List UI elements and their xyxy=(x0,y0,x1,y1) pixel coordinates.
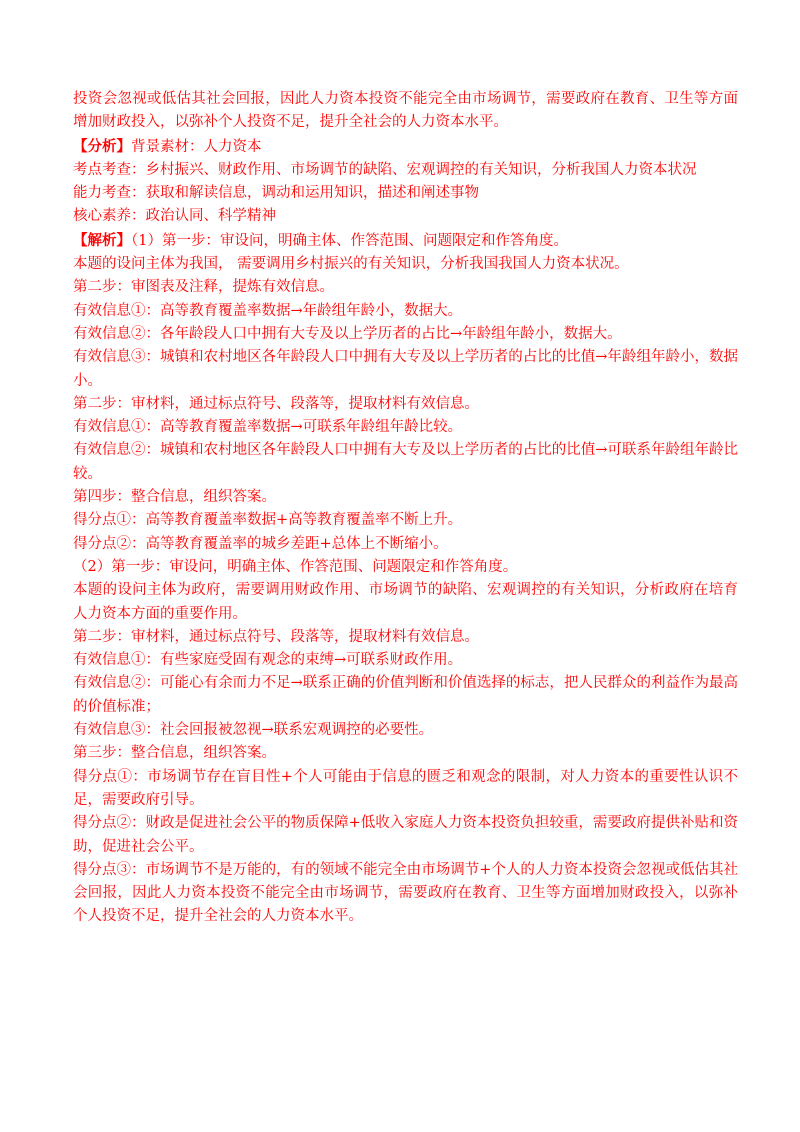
paragraph xyxy=(73,300,738,323)
paragraph xyxy=(73,859,738,929)
paragraph-text: 本题的设问主体为政府，需要调用财政作用、市场调节的缺陷、宏观调控的有关知识，分析政府在培育人力资本方面的重要作用。 xyxy=(73,582,738,622)
paragraph xyxy=(73,672,738,719)
paragraph-text: （1）第一步：审设问，明确主体、作答范围、问题限定和作答角度。 xyxy=(131,232,568,249)
paragraph xyxy=(73,742,738,765)
paragraph xyxy=(73,556,738,579)
paragraph xyxy=(73,812,738,859)
paragraph xyxy=(73,229,738,253)
paragraph xyxy=(73,346,738,393)
paragraph-text: 第四步：整合信息，组织答案。 xyxy=(73,489,276,506)
paragraph xyxy=(73,626,738,649)
paragraph-text: 有效信息①：高等教育覆盖率数据→可联系年龄组年龄比较。 xyxy=(73,419,463,436)
paragraph-text: 得分点③：市场调节不是万能的，有的领域不能完全由市场调节+个人的人力资本投资会忽视或低估其社会回报，因此人力资本投资不能完全由市场调节，需要政府在教育、卫生等方面增加财政投入，以弥补个人投资不足，提升全社会的人力资本水平。 xyxy=(73,861,738,925)
paragraph xyxy=(73,649,738,672)
paragraph xyxy=(73,766,738,813)
paragraph xyxy=(73,253,738,276)
paragraph-text: 有效信息②：城镇和农村地区各年龄段人口中拥有大专及以上学历者的占比的比值→可联系年龄组年龄比较。 xyxy=(73,442,738,482)
paragraph-text: 第二步：审材料，通过标点符号、段落等，提取材料有效信息。 xyxy=(73,628,479,645)
paragraph-text: 有效信息②：可能心有余而力不足→联系正确的价值判断和价值选择的标志，把人民群众的利益作为最高的价值标准； xyxy=(73,675,738,715)
paragraph xyxy=(73,439,738,486)
paragraph-text: 有效信息①：高等教育覆盖率数据→年龄组年龄小，数据大。 xyxy=(73,302,463,319)
paragraph xyxy=(73,533,738,556)
paragraph-text: 核心素养：政治认同、科学精神 xyxy=(73,208,276,225)
paragraph xyxy=(73,88,738,135)
paragraph xyxy=(73,323,738,346)
paragraph-text: 有效信息③：城镇和农村地区各年龄段人口中拥有大专及以上学历者的占比的比值→年龄组年龄小，数据小。 xyxy=(73,349,738,389)
paragraph-text: 得分点②：财政是促进社会公平的物质保障+低收入家庭人力资本投资负担较重，需要政府提供补贴和资助，促进社会公平。 xyxy=(73,815,738,855)
paragraph-text: 能力考查：获取和解读信息，调动和运用知识，描述和阐述事物 xyxy=(73,185,479,202)
paragraph xyxy=(73,205,738,228)
paragraph-text: （2）第一步：审设问，明确主体、作答范围、问题限定和作答角度。 xyxy=(73,558,518,575)
paragraph-text: 得分点②：高等教育覆盖率的城乡差距+总体上不断缩小。 xyxy=(73,535,448,552)
paragraph xyxy=(73,719,738,742)
paragraph-text: 考点考查：乡村振兴、财政作用、市场调节的缺陷、宏观调控的有关知识，分析我国人力资本状况 xyxy=(73,161,697,178)
paragraph-text: 有效信息③：社会回报被忽视→联系宏观调控的必要性。 xyxy=(73,722,434,739)
section-label-explanation: 【解析】 xyxy=(73,231,131,249)
document-body xyxy=(73,88,738,929)
paragraph xyxy=(73,486,738,509)
paragraph-text: 背景素材：人力资本 xyxy=(131,138,262,155)
paragraph xyxy=(73,509,738,532)
paragraph xyxy=(73,416,738,439)
paragraph-text: 本题的设问主体为我国， 需要调用乡村振兴的有关知识，分析我国我国人力资本状况。 xyxy=(73,256,629,273)
paragraph-text: 得分点①：高等教育覆盖率数据+高等教育覆盖率不断上升。 xyxy=(73,512,463,529)
paragraph-text: 有效信息②：各年龄段人口中拥有大专及以上学历者的占比→年龄组年龄小，数据大。 xyxy=(73,325,622,342)
paragraph-text: 第三步：整合信息，组织答案。 xyxy=(73,745,276,762)
paragraph xyxy=(73,135,738,159)
paragraph-text: 有效信息①：有些家庭受固有观念的束缚→可联系财政作用。 xyxy=(73,652,463,669)
paragraph-text: 第二步：审材料，通过标点符号、段落等，提取材料有效信息。 xyxy=(73,395,479,412)
paragraph xyxy=(73,579,738,626)
paragraph-text: 投资会忽视或低估其社会回报，因此人力资本投资不能完全由市场调节，需要政府在教育、卫生等方面增加财政投入，以弥补个人投资不足，提升全社会的人力资本水平。 xyxy=(73,91,738,131)
paragraph xyxy=(73,276,738,299)
section-label-analysis: 【分析】 xyxy=(73,137,131,155)
paragraph xyxy=(73,393,738,416)
paragraph-text: 得分点①：市场调节存在盲目性+个人可能由于信息的匮乏和观念的限制，对人力资本的重要性认识不足，需要政府引导。 xyxy=(73,768,738,808)
paragraph-text: 第二步：审图表及注释，提炼有效信息。 xyxy=(73,279,334,296)
paragraph xyxy=(73,182,738,205)
paragraph xyxy=(73,159,738,182)
